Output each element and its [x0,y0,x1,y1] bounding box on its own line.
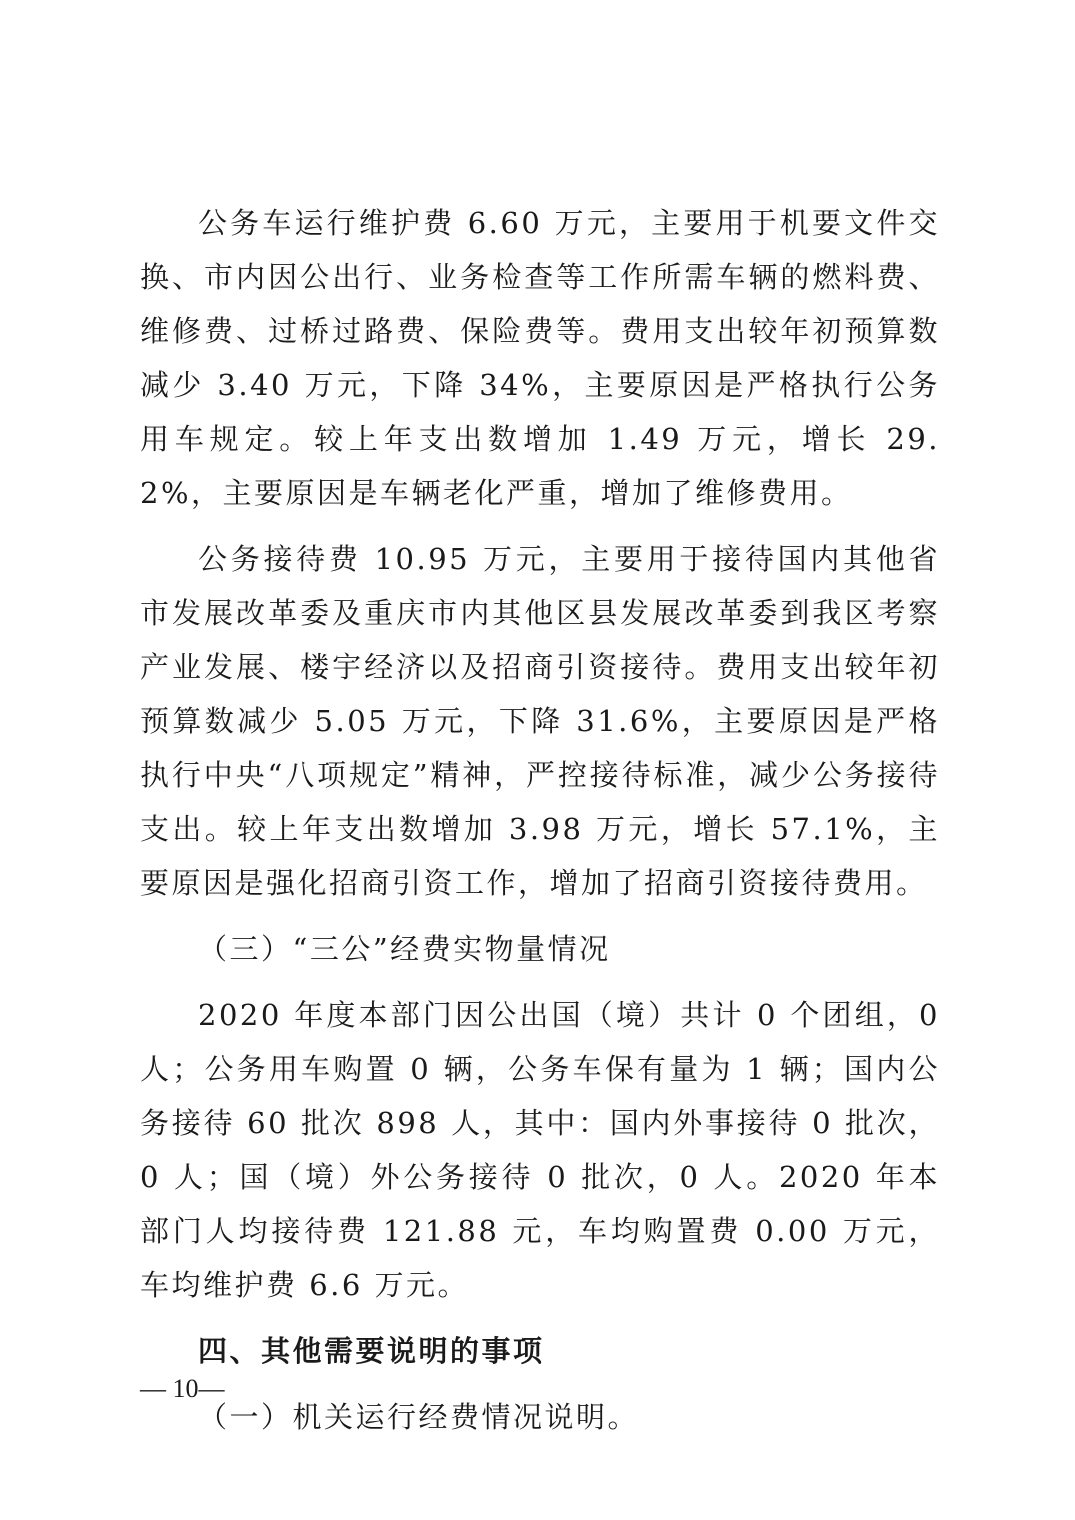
paragraph-physical-quantity: 2020 年度本部门因公出国（境）共计 0 个团组，0 人；公务用车购置 0 辆，公务车保有量为 1 辆；国内公务接待 60 批次 898 人，其中：国内外事接待 0 批次，0 人；国（境）外公务接待 0 批次，0 人。2020 年本部门人均接待费 121.88 元，车均购置费 0.00 万元，车均维护费 6.6 万元。 [140,998,940,1302]
paragraph-vehicle-maintenance: 公务车运行维护费 6.60 万元，主要用于机要文件交换、市内因公出行、业务检查等工作所需车辆的燃料费、维修费、过桥过路费、保险费等。费用支出较年初预算数减少 3.40 万元，下降 34%，主要原因是严格执行公务用车规定。较上年支出数增加 1.49 万元，增长 29.2%，主要原因是车辆老化严重，增加了维修费用。 [140,206,940,510]
page-number: — 10— [140,1374,225,1403]
document-body [140,196,940,1444]
subheading-physical-quantity: （三）“三公”经费实物量情况 [198,932,611,966]
subsection-operating-expenses: （一）机关运行经费情况说明。 [198,1400,640,1434]
paragraph-reception-fee: 公务接待费 10.95 万元，主要用于接待国内其他省市发展改革委及重庆市内其他区县发展改革委到我区考察产业发展、楼宇经济以及招商引资接待。费用支出较年初预算数减少 5.05 万元，下降 31.6%，主要原因是严格执行中央“八项规定”精神，严控接待标准，减少公务接待支出。较上年支出数增加 3.98 万元，增长 57.1%，主要原因是强化招商引资工作，增加了招商引资接待费用。 [140,542,940,900]
section-heading-other-matters: 四、其他需要说明的事项 [198,1334,545,1368]
